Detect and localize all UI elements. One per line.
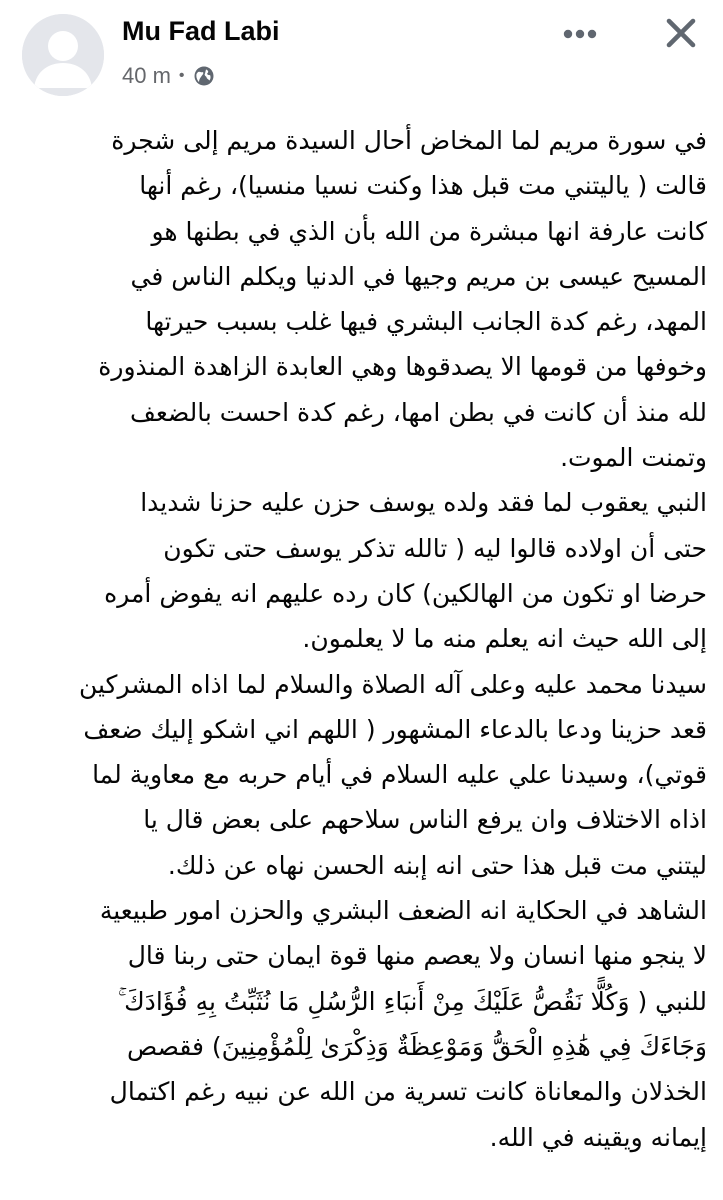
post-text-line: حرضا او تكون من الهالكين) كان رده عليهم انه يفوض أمره [104, 578, 707, 608]
post-text-line: قوتي)، وسيدنا علي عليه السلام في أيام حربه مع معاوية لما [92, 760, 707, 790]
post-text-line: وتمنت الموت. [560, 443, 707, 473]
post-text-line: النبي يعقوب لما فقد ولده يوسف حزن عليه حزنا شديدا [140, 488, 707, 518]
post-text-line: في سورة مريم لما المخاض أحال السيدة مريم إلى شجرة [111, 126, 707, 155]
post-text-line: لله منذ أن كانت في بطن امها، رغم كدة احست بالضعف [130, 397, 707, 427]
post-text-line: للنبي ( وَكُلًّا نَقُصُّ عَلَيْكَ مِنْ أَنبَاءِ الرُّسُلِ مَا نُثَبِّتُ بِهِ فُؤَادَكَ ۚ [117, 986, 707, 1016]
post-text-line: سيدنا محمد عليه وعلى آله الصلاة والسلام لما اذاه المشركين [78, 669, 707, 699]
post-text-line: قعد حزينا ودعا بالدعاء المشهور ( اللهم اني اشكو إليك ضعف [83, 714, 707, 744]
post-text-line: لا ينجو منها انسان ولا يعصم منها قوة ايمان حتى ربنا قال [127, 941, 707, 971]
avatar[interactable] [22, 14, 104, 96]
post-text-line: اذاه الاختلاف وان يرفع الناس سلاحهم على بعض قال يا [143, 805, 707, 835]
post-text-line: الشاهد في الحكاية انه الضعف البشري والحزن امور طبيعية [99, 896, 707, 926]
globe-icon[interactable] [193, 65, 215, 87]
post-meta [122, 62, 215, 90]
author-name[interactable]: Mu Fad Labi [122, 16, 280, 46]
meta-separator: • [178, 67, 185, 84]
post-text-line: المهد، رغم كدة الجانب البشري فيها غلب بسبب حيرتها [145, 307, 707, 337]
post-text-line: إيمانه ويقينه في الله. [489, 1122, 707, 1152]
post-text-line: قالت ( ياليتني مت قبل هذا وكنت نسيا منسيا)، رغم أنها [139, 171, 707, 201]
post-text-line: المسيح عيسى بن مريم وجيها في الدنيا ويكلم الناس في [130, 261, 707, 291]
post-text-line: الخذلان والمعاناة كانت تسرية من الله عن نبيه رغم اكتمال [109, 1077, 707, 1107]
post-text-line: وَجَاءَكَ فِي هَٰذِهِ الْحَقُّ وَمَوْعِظَةٌ وَذِكْرَىٰ لِلْمُؤْمِنِينَ) فقصص [127, 1031, 707, 1061]
post-text-line: وخوفها من قومها الا يصدقوها وهي العابدة الزاهدة المنذورة [98, 352, 707, 382]
more-horizontal-icon[interactable] [562, 22, 598, 46]
post-text-line: إلى الله حيث انه يعلم منه ما لا يعلمون. [302, 624, 707, 654]
post-text-line: كانت عارفة انها مبشرة من الله بأن الذي في بطنها هو [151, 216, 707, 246]
close-icon[interactable] [664, 16, 698, 50]
post-timestamp[interactable]: 40 m [122, 63, 171, 88]
default-avatar-icon [22, 14, 104, 96]
post-text [24, 118, 707, 1160]
post-text-line: ليتني مت قبل هذا حتى انه إبنه الحسن نهاه عن ذلك. [167, 850, 707, 880]
post-text-line: حتى أن اولاده قالوا ليه ( تالله تذكر يوسف حتى تكون [163, 533, 707, 563]
post-header [0, 0, 723, 110]
